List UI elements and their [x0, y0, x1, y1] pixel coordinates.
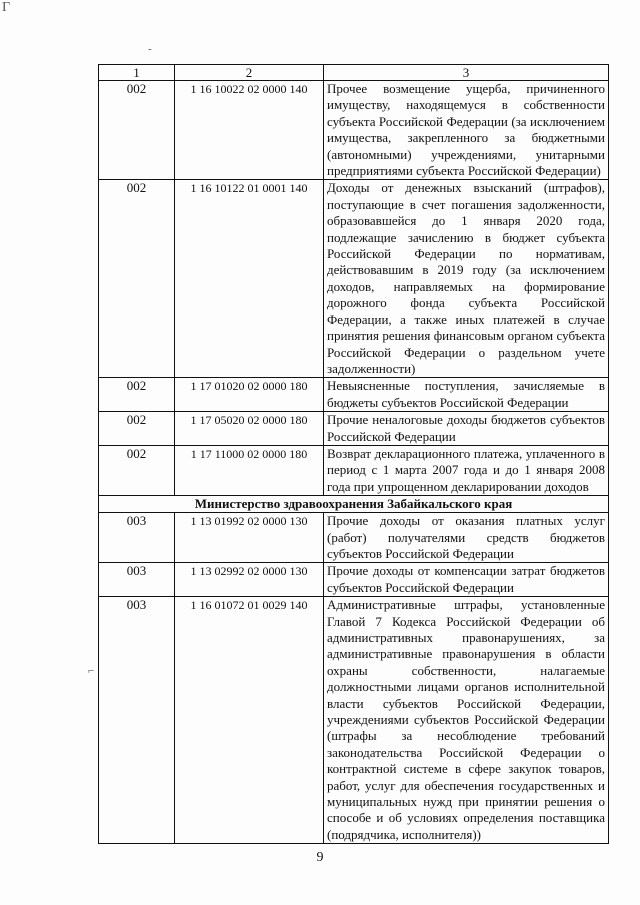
- admin-code: 002: [99, 81, 175, 180]
- section-row: [99, 496, 609, 513]
- table-row: [99, 563, 609, 597]
- admin-code: 002: [99, 180, 175, 378]
- table-row: [99, 180, 609, 378]
- revenue-description: Прочее возмещение ущерба, причиненного имуществу, находящемуся в собственности субъекта Российской Федерации (за исключением имущества, закрепленного за бюджетными (автономными) учреждениями, унитарными предприятиями субъекта Российской Федерации): [324, 81, 609, 180]
- revenue-description: Прочие доходы от оказания платных услуг (работ) получателями средств бюджетов субъектов Российской Федерации: [324, 513, 609, 563]
- revenue-description: Возврат декларационного платежа, уплаченного в период с 1 марта 2007 года и до 1 января 2008 года при упрощенном декларировании доходов: [324, 445, 609, 495]
- scan-margin-mark: ⌐: [88, 665, 95, 677]
- budget-code: 1 17 05020 02 0000 180: [175, 412, 324, 446]
- table-header-row: [99, 65, 609, 81]
- revenue-description: Невыясненные поступления, зачисляемые в бюджеты субъектов Российской Федерации: [324, 378, 609, 412]
- table-row: [99, 81, 609, 180]
- scan-dash-mark: -: [148, 43, 152, 55]
- revenue-description: Прочие неналоговые доходы бюджетов субъектов Российской Федерации: [324, 412, 609, 446]
- page-number: 9: [316, 850, 324, 865]
- table-row: [99, 412, 609, 446]
- admin-code: 003: [99, 597, 175, 844]
- section-title: Министерство здравоохранения Забайкальского края: [99, 496, 609, 513]
- admin-code: 003: [99, 563, 175, 597]
- budget-code: 1 16 01072 01 0029 140: [175, 597, 324, 844]
- revenue-description: Прочие доходы от компенсации затрат бюджетов субъектов Российской Федерации: [324, 563, 609, 597]
- admin-code: 003: [99, 513, 175, 563]
- admin-code: 002: [99, 378, 175, 412]
- header-col-3: 3: [324, 65, 609, 81]
- budget-code: 1 13 02992 02 0000 130: [175, 563, 324, 597]
- table-row: [99, 445, 609, 495]
- admin-code: 002: [99, 412, 175, 446]
- budget-code: 1 16 10022 02 0000 140: [175, 81, 324, 180]
- budget-code: 1 13 01992 02 0000 130: [175, 513, 324, 563]
- table-row: [99, 513, 609, 563]
- table-row: [99, 597, 609, 844]
- budget-code: 1 17 11000 02 0000 180: [175, 445, 324, 495]
- budget-revenue-table: [98, 64, 609, 844]
- header-col-2: 2: [175, 65, 324, 81]
- table-row: [99, 378, 609, 412]
- revenue-description: Доходы от денежных взысканий (штрафов), поступающие в счет погашения задолженности, образовавшейся до 1 января 2020 года, подлежащие зачислению в бюджет субъекта Российской Федерации по нормативам, действовавшим в 2019 году (за исключением доходов, направляемых на формирование дорожного фонда субъекта Российской Федерации, а также иных платежей в случае принятия решения финансовым органом субъекта Российской Федерации о раздельном учете задолженности): [324, 180, 609, 378]
- scan-corner-mark: Г: [2, 0, 11, 15]
- header-col-1: 1: [99, 65, 175, 81]
- revenue-description: Административные штрафы, установленные Главой 7 Кодекса Российской Федерации об административных правонарушениях, за административные правонарушения в области охраны собственности, налагаемые должностными лицами органов исполнительной власти субъектов Российской Федерации, учреждениями субъектов Российской Федерации (штрафы за несоблюдение требований законодательства Российской Федерации о контрактной системе в сфере закупок товаров, работ, услуг для обеспечения государственных и муниципальных нужд при принятии решения о способе и об условиях определения поставщика (подрядчика, исполнителя)): [324, 597, 609, 844]
- admin-code: 002: [99, 445, 175, 495]
- budget-code: 1 17 01020 02 0000 180: [175, 378, 324, 412]
- budget-code: 1 16 10122 01 0001 140: [175, 180, 324, 378]
